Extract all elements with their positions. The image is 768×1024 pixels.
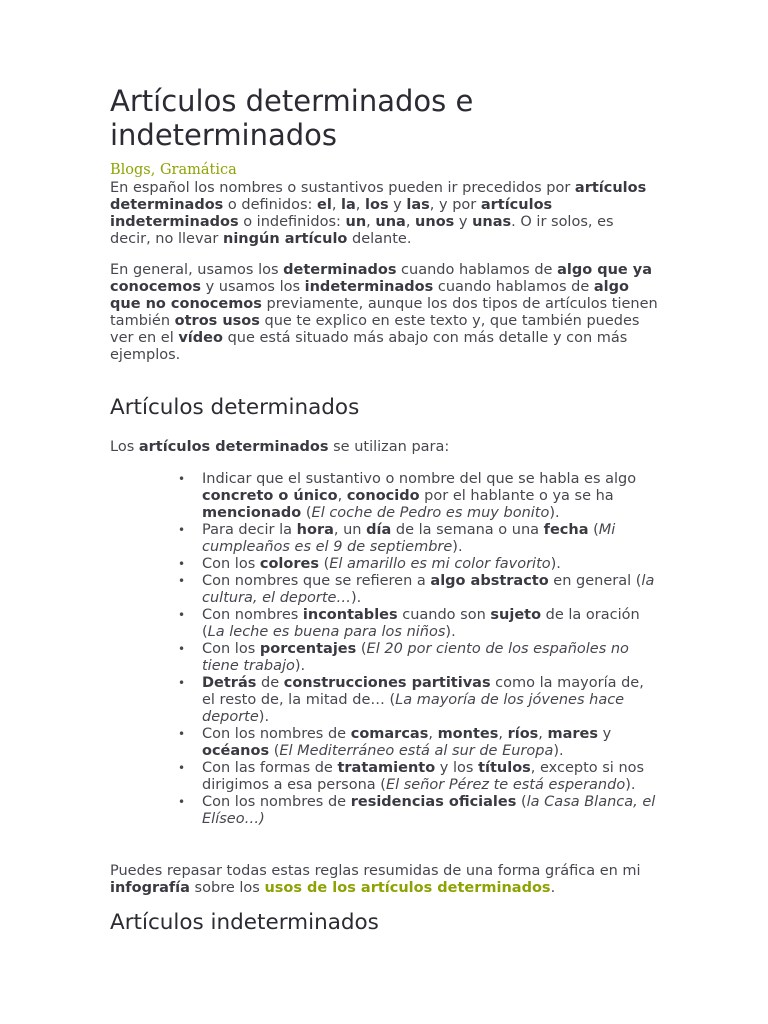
list-item: • Con nombres que se refieren a algo abstracto en general (la cultura, el deporte…). [178,573,655,606]
list-item: • Con las formas de tratamiento y los títulos, excepto si nos dirigimos a esa persona (El señor Pérez te está esperando). [178,760,645,793]
bullet-icon: • [178,557,186,571]
section-heading-determinados: Artículos determinados [110,395,360,420]
list-item: • Con los nombres de residencias oficiales (la Casa Blanca, el Elíseo…) [178,794,656,827]
rules-list [178,471,658,828]
bullet-icon: • [178,795,186,809]
list-item: • Con nombres incontables cuando son sujeto de la oración (La leche es buena para los niños). [178,607,640,640]
section-lead-paragraph: Los artículos determinados se utilizan para: [110,439,450,455]
bullet-icon: • [178,761,186,775]
category-grammar-link[interactable]: Gramática [159,162,237,178]
section-heading-indeterminados: Artículos indeterminados [110,910,379,935]
outro-paragraph: Puedes repasar todas estas reglas resumidas de una forma gráfica en mi infografía sobre los usos de los artículos determinados. [110,863,641,896]
intro-paragraph: En español los nombres o sustantivos pueden ir precedidos por artículos determinados o definidos: el, la, los y las, y por artículos indeterminados o indefinidos: un, una, unos y unas. O ir solos, es decir, no llevar ningún artículo delante. [110,180,647,247]
bullet-icon: • [178,472,186,486]
list-item: • Indicar que el sustantivo o nombre del que se habla es algo concreto o único, conocido por el hablante o ya se ha mencionado (El coche de Pedro es muy bonito). [178,471,637,521]
list-item: • Con los colores (El amarillo es mi color favorito). [178,556,561,572]
general-paragraph: En general, usamos los determinados cuando hablamos de algo que ya conocemos y usamos los indeterminados cuando hablamos de algo que no conocemos previamente, aunque los dos tipos de artículos tienen también otros usos que te explico en este texto y, que también puedes ver en el vídeo que está situado más abajo con más detalle y con más ejemplos. [110,262,658,363]
bullet-icon: • [178,574,186,588]
category-links [110,162,237,178]
infographic-link[interactable]: usos de los artículos determinados [264,880,551,896]
category-blogs-link[interactable]: Blogs [110,162,151,178]
bullet-icon: • [178,642,186,656]
bullet-icon: • [178,676,186,690]
bullet-icon: • [178,523,186,537]
bullet-icon: • [178,727,186,741]
page-title: Artículos determinados e indeterminados [110,84,474,152]
category-separator: , [150,162,160,178]
list-item: • Detrás de construcciones partitivas como la mayoría de, el resto de, la mitad de… (La mayoría de los jóvenes hace deporte). [178,675,644,725]
list-item: • Con los porcentajes (El 20 por ciento de los españoles no tiene trabajo). [178,641,629,674]
bullet-icon: • [178,608,186,622]
list-item: • Con los nombres de comarcas, montes, ríos, mares y océanos (El Mediterráneo está al sur de Europa). [178,726,612,759]
list-item: • Para decir la hora, un día de la semana o una fecha (Mi cumpleaños es el 9 de septiembre). [178,522,616,555]
